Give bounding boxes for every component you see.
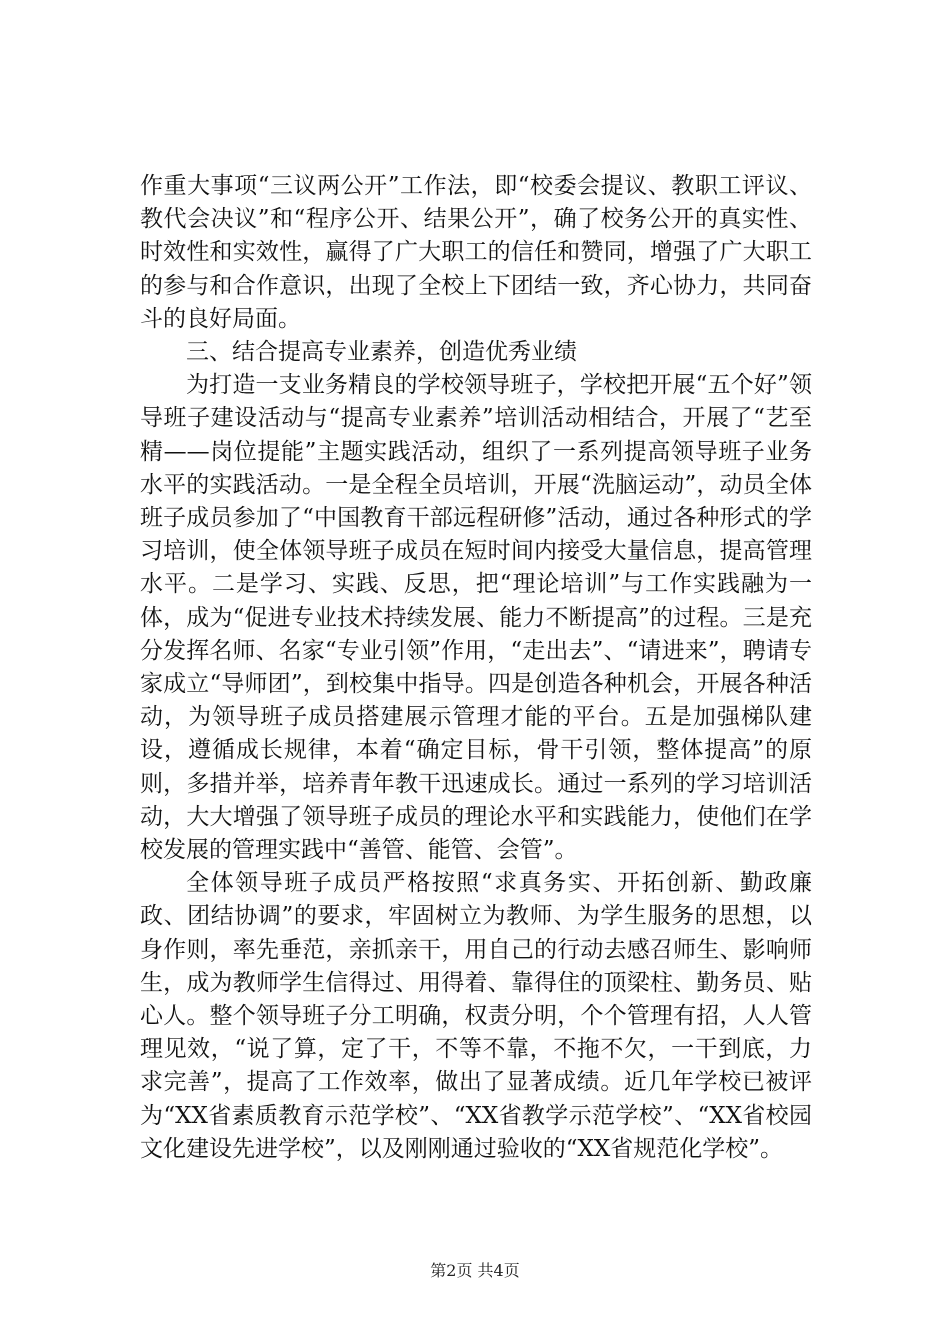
paragraph-2: 为打造一支业务精良的学校领导班子，学校把开展“五个好”领导班子建设活动与“提高专业素养”培训活动相结合，开展了“艺至精——岗位提能”主题实践活动，组织了一系列提高领导班子业务水平的实践活动。一是全程全员培训，开展“洗脑运动”，动员全体班子成员参加了“中国教育干部远程研修”活动，通过各种形式的学习培训，使全体领导班子成员在短时间内接受大量信息，提高管理水平。二是学习、实践、反思，把“理论培训”与工作实践融为一体，成为“促进专业技术持续发展、能力不断提高”的过程。三是充分发挥名师、名家“专业引领”作用，“走出去”、“请进来”，聘请专家成立“导师团”，到校集中指导。四是创造各种机会，开展各种活动，为领导班子成员搭建展示管理才能的平台。五是加强梯队建设，遵循成长规律，本着“确定目标，骨干引领，整体提高”的原则，多措并举，培养青年教干迅速成长。通过一系列的学习培训活动，大大增强了领导班子成员的理论水平和实践能力，使他们在学校发展的管理实践中“善管、能管、会管”。 (140, 372, 812, 864)
paragraph-1: 作重大事项“三议两公开”工作法，即“校委会提议、教职工评议、教代会决议”和“程序公开、结果公开”，确了校务公开的真实性、时效性和实效性，赢得了广大职工的信任和赞同，增强了广大职工的参与和合作意识，出现了全校上下团结一致，齐心协力，共同奋斗的良好局面。 (140, 173, 812, 332)
paragraph-3: 全体领导班子成员严格按照“求真务实、开拓创新、勤政廉政、团结协调”的要求，牢固树立为教师、为学生服务的思想，以身作则，率先垂范，亲抓亲干，用自己的行动去感召师生、影响师生，成为教师学生信得过、用得着、靠得住的顶梁柱、勤务员、贴心人。整个领导班子分工明确，权责分明，个个管理有招，人人管理见效，“说了算，定了干，不等不靠，不拖不欠，一干到底，力求完善”，提高了工作效率，做出了显著成绩。近几年学校已被评为“XX省素质教育示范学校”、“XX省教学示范学校”、“XX省校园文化建设先进学校”，以及刚刚通过验收的“XX省规范化学校”。 (140, 870, 812, 1162)
page-number-footer: 第2页 共4页 (430, 1261, 520, 1280)
document-body (140, 170, 812, 1166)
section-heading: 三、结合提高专业素养，创造优秀业绩 (186, 339, 577, 366)
